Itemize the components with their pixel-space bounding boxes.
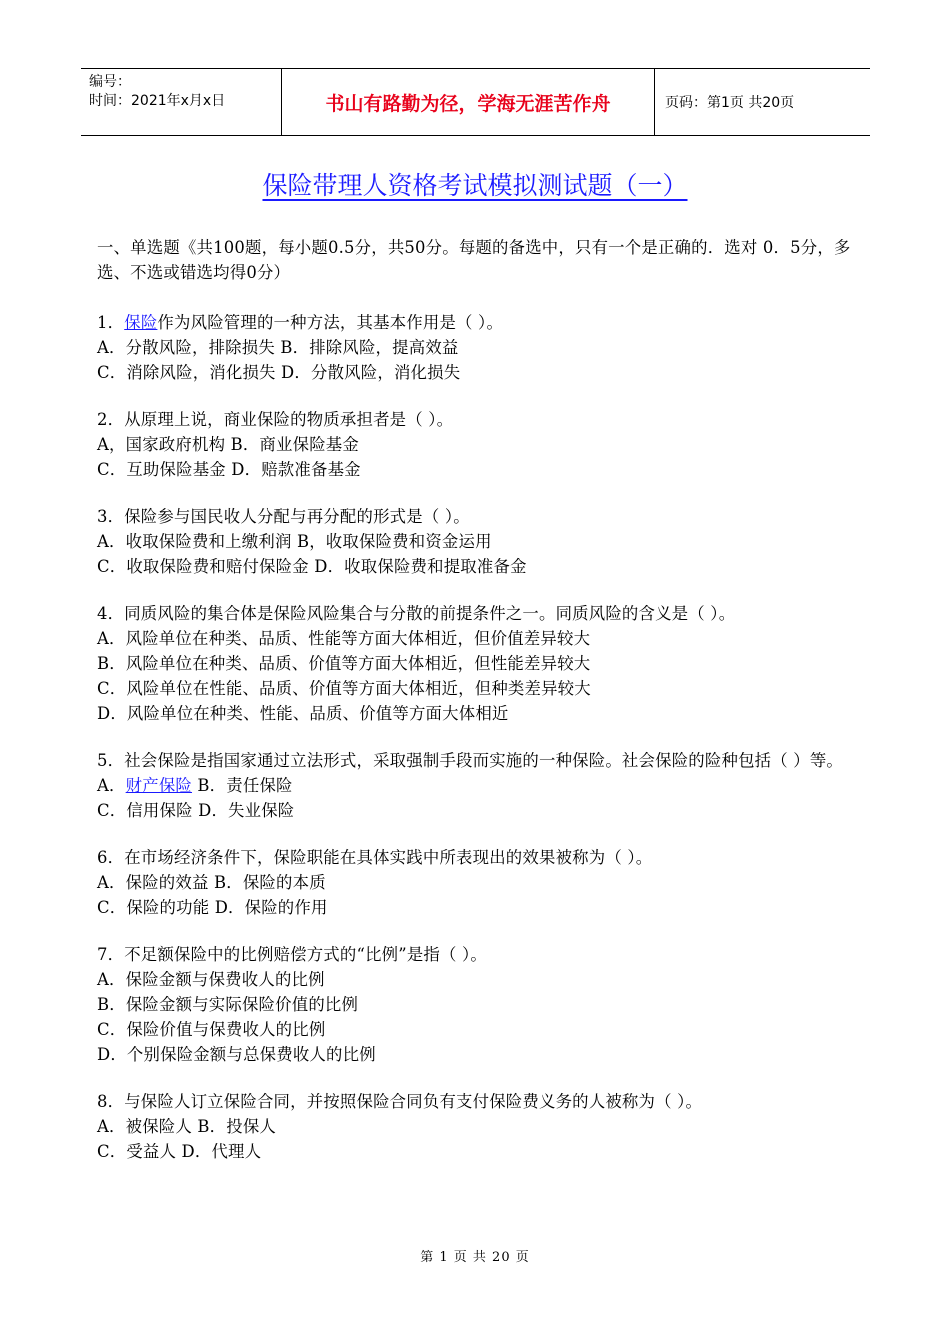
option-line: C．信用保险 D．失业保险 — [97, 801, 295, 820]
document-body — [97, 235, 859, 1186]
option-line: A．分散风险，排除损失 B．排除风险，提高效益 — [97, 338, 459, 357]
question-6 — [97, 845, 859, 920]
header-meta-cell — [81, 69, 282, 135]
code-label: 编号： — [89, 74, 131, 90]
question-4 — [97, 601, 859, 726]
option-line: D．个别保险金额与总保费收人的比例 — [97, 1045, 376, 1064]
option-line: A．财产保险 B．责任保险 — [97, 776, 293, 795]
question-stem: 8．与保险人订立保险合同，并按照保险合同负有支付保险费义务的人被称为（ ）。 — [97, 1092, 703, 1111]
option-line: C．受益人 D．代理人 — [97, 1142, 262, 1161]
option-line: A．收取保险费和上缴利润 B，收取保险费和资金运用 — [97, 532, 492, 551]
header-table — [81, 68, 870, 136]
question-1 — [97, 310, 859, 385]
option-line: A．保险金额与保费收人的比例 — [97, 970, 325, 989]
option-line: A．风险单位在种类、品质、性能等方面大体相近，但价值差异较大 — [97, 629, 591, 648]
motto-text: 书山有路勤为径，学海无涯苦作舟 — [325, 92, 611, 115]
question-5 — [97, 748, 859, 823]
option-line: B．保险金额与实际保险价值的比例 — [97, 995, 359, 1014]
option-line: C．保险的功能 D．保险的作用 — [97, 898, 328, 917]
option-line: A．保险的效益 B．保险的本质 — [97, 873, 326, 892]
option-line: C．收取保险费和赔付保险金 D．收取保险费和提取准备金 — [97, 557, 527, 576]
section-intro: 一、单选题《共100题，每小题0.5分，共50分。每题的备选中，只有一个是正确的．选对 0．5分，多选、不选或错选均得0分） — [97, 238, 851, 282]
option-line: C．保险价值与保费收人的比例 — [97, 1020, 326, 1039]
question-3 — [97, 504, 859, 579]
insurance-link[interactable]: 保险 — [124, 313, 158, 332]
document-title-link[interactable]: 保险带理人资格考试模拟测试题（一） — [262, 171, 688, 200]
option-line: A．被保险人 B．投保人 — [97, 1117, 277, 1136]
option-line: C．风险单位在性能、品质、价值等方面大体相近，但种类差异较大 — [97, 679, 591, 698]
option-line: B．风险单位在种类、品质、价值等方面大体相近，但性能差异较大 — [97, 654, 591, 673]
document-title[interactable] — [0, 166, 950, 202]
question-stem: 7．不足额保险中的比例赔偿方式的“比例”是指（ ）。 — [97, 945, 487, 964]
question-stem: 2．从原理上说，商业保险的物质承担者是（ ）。 — [97, 410, 454, 429]
question-7 — [97, 942, 859, 1067]
question-stem: 1．保险作为风险管理的一种方法，其基本作用是（ ）。 — [97, 313, 504, 332]
question-stem: 5．社会保险是指国家通过立法形式，采取强制手段而实施的一种保险。社会保险的险种包括（ ）等。 — [97, 751, 844, 770]
page-info-text: 页码：第1页 共20页 — [665, 95, 795, 111]
question-8 — [97, 1089, 859, 1164]
option-line: C．互助保险基金 D．赔款准备基金 — [97, 460, 361, 479]
question-stem: 4．同质风险的集合体是保险风险集合与分散的前提条件之一。同质风险的含义是（ ）。 — [97, 604, 736, 623]
question-2 — [97, 407, 859, 482]
option-line: A，国家政府机构 B．商业保险基金 — [97, 435, 359, 454]
motto-cell — [282, 69, 655, 135]
date-label: 时间：2021年x月x日 — [89, 93, 226, 109]
question-stem: 3．保险参与国民收人分配与再分配的形式是（ ）。 — [97, 507, 470, 526]
question-stem: 6．在市场经济条件下，保险职能在具体实践中所表现出的效果被称为（ ）。 — [97, 848, 653, 867]
option-line: C．消除风险，消化损失 D．分散风险，消化损失 — [97, 363, 461, 382]
property-insurance-link[interactable]: 财产保险 — [125, 776, 193, 795]
option-line: D．风险单位在种类、性能、品质、价值等方面大体相近 — [97, 704, 509, 723]
page-footer: 第 1 页 共 20 页 — [420, 1250, 530, 1265]
page-info-cell — [655, 69, 870, 135]
